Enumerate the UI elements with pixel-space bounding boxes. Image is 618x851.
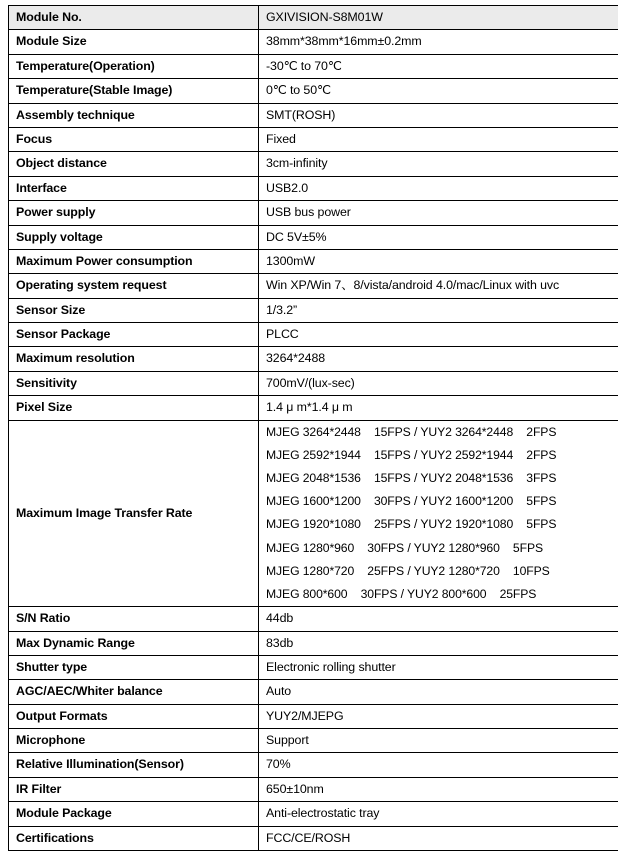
parameter-label: Power supply	[9, 201, 259, 225]
parameter-label: Sensor Package	[9, 323, 259, 347]
parameter-label: Module Package	[9, 802, 259, 826]
table-row	[9, 323, 618, 347]
parameter-label: Module Size	[9, 30, 259, 54]
parameter-value: SMT(ROSH)	[259, 103, 618, 127]
specification-table	[8, 5, 618, 851]
parameter-label: Object distance	[9, 152, 259, 176]
parameter-label: Temperature(Stable Image)	[9, 79, 259, 103]
parameter-value: GXIVISION-S8M01W	[259, 6, 618, 30]
parameter-label: Operating system request	[9, 274, 259, 298]
parameter-label: Maximum resolution	[9, 347, 259, 371]
parameter-value: 3264*2488	[259, 347, 618, 371]
transfer-rate-line: MJEG 2048*1536 15FPS / YUY2 2048*1536 3FPS	[266, 467, 618, 490]
transfer-rate-line: MJEG 2592*1944 15FPS / YUY2 2592*1944 2FPS	[266, 444, 618, 467]
table-row	[9, 753, 618, 777]
parameter-label: Maximum Power consumption	[9, 249, 259, 273]
parameter-value: 1/3.2”	[259, 298, 618, 322]
parameter-value: PLCC	[259, 323, 618, 347]
table-row	[9, 802, 618, 826]
parameter-label: Certifications	[9, 826, 259, 850]
table-row	[9, 704, 618, 728]
parameter-value: Fixed	[259, 127, 618, 151]
table-row	[9, 176, 618, 200]
table-row	[9, 274, 618, 298]
table-row	[9, 680, 618, 704]
parameter-value: USB bus power	[259, 201, 618, 225]
table-row	[9, 655, 618, 679]
table-row	[9, 6, 618, 30]
parameter-label: AGC/AEC/Whiter balance	[9, 680, 259, 704]
parameter-value: 38mm*38mm*16mm±0.2mm	[259, 30, 618, 54]
parameter-value: 83db	[259, 631, 618, 655]
parameter-value: 44db	[259, 607, 618, 631]
transfer-rate-line: MJEG 1920*1080 25FPS / YUY2 1920*1080 5FPS	[266, 513, 618, 536]
parameter-label: Sensitivity	[9, 371, 259, 395]
parameter-value: 1300mW	[259, 249, 618, 273]
parameter-value: -30℃ to 70℃	[259, 54, 618, 78]
parameter-value: YUY2/MJEPG	[259, 704, 618, 728]
transfer-rate-line: MJEG 1600*1200 30FPS / YUY2 1600*1200 5FPS	[266, 490, 618, 513]
table-row	[9, 103, 618, 127]
parameter-label: Microphone	[9, 729, 259, 753]
table-row	[9, 396, 618, 420]
parameter-label: Interface	[9, 176, 259, 200]
parameter-label: Shutter type	[9, 655, 259, 679]
table-row	[9, 30, 618, 54]
parameter-label: Sensor Size	[9, 298, 259, 322]
parameter-label: Assembly technique	[9, 103, 259, 127]
parameter-value: Electronic rolling shutter	[259, 655, 618, 679]
table-row	[9, 79, 618, 103]
transfer-rate-line: MJEG 3264*2448 15FPS / YUY2 3264*2448 2FPS	[266, 421, 618, 444]
parameter-label: Module No.	[9, 6, 259, 30]
parameter-value: Anti-electrostatic tray	[259, 802, 618, 826]
table-row	[9, 777, 618, 801]
parameter-value: 3cm-infinity	[259, 152, 618, 176]
table-row	[9, 127, 618, 151]
parameter-label: IR Filter	[9, 777, 259, 801]
parameter-label: Pixel Size	[9, 396, 259, 420]
table-row	[9, 152, 618, 176]
table-row	[9, 201, 618, 225]
parameter-label: Temperature(Operation)	[9, 54, 259, 78]
table-row	[9, 298, 618, 322]
parameter-value: Support	[259, 729, 618, 753]
parameter-label: Maximum Image Transfer Rate	[9, 420, 259, 607]
parameter-value: 1.4 μ m*1.4 μ m	[259, 396, 618, 420]
transfer-rate-list	[259, 420, 618, 607]
parameter-value: 0℃ to 50℃	[259, 79, 618, 103]
table-row	[9, 347, 618, 371]
table-row-transfer-rate	[9, 420, 618, 607]
table-row	[9, 729, 618, 753]
table-row	[9, 631, 618, 655]
parameter-value: 650±10nm	[259, 777, 618, 801]
parameter-label: Relative Illumination(Sensor)	[9, 753, 259, 777]
parameter-label: Max Dynamic Range	[9, 631, 259, 655]
parameter-value: DC 5V±5%	[259, 225, 618, 249]
transfer-rate-line: MJEG 800*600 30FPS / YUY2 800*600 25FPS	[266, 583, 618, 606]
parameter-label: Supply voltage	[9, 225, 259, 249]
table-row	[9, 225, 618, 249]
parameter-value: USB2.0	[259, 176, 618, 200]
table-row	[9, 249, 618, 273]
table-row	[9, 371, 618, 395]
parameter-label: Focus	[9, 127, 259, 151]
parameter-value: FCC/CE/ROSH	[259, 826, 618, 850]
parameter-label: Output Formats	[9, 704, 259, 728]
parameter-value: Auto	[259, 680, 618, 704]
parameter-value: 70%	[259, 753, 618, 777]
parameter-value: 700mV/(lux-sec)	[259, 371, 618, 395]
table-row	[9, 54, 618, 78]
specification-table-body	[9, 6, 618, 851]
parameter-value: Win XP/Win 7、8/vista/android 4.0/mac/Linux with uvc	[259, 274, 618, 298]
transfer-rate-line: MJEG 1280*720 25FPS / YUY2 1280*720 10FPS	[266, 560, 618, 583]
table-row	[9, 607, 618, 631]
parameter-label: S/N Ratio	[9, 607, 259, 631]
transfer-rate-line: MJEG 1280*960 30FPS / YUY2 1280*960 5FPS	[266, 537, 618, 560]
